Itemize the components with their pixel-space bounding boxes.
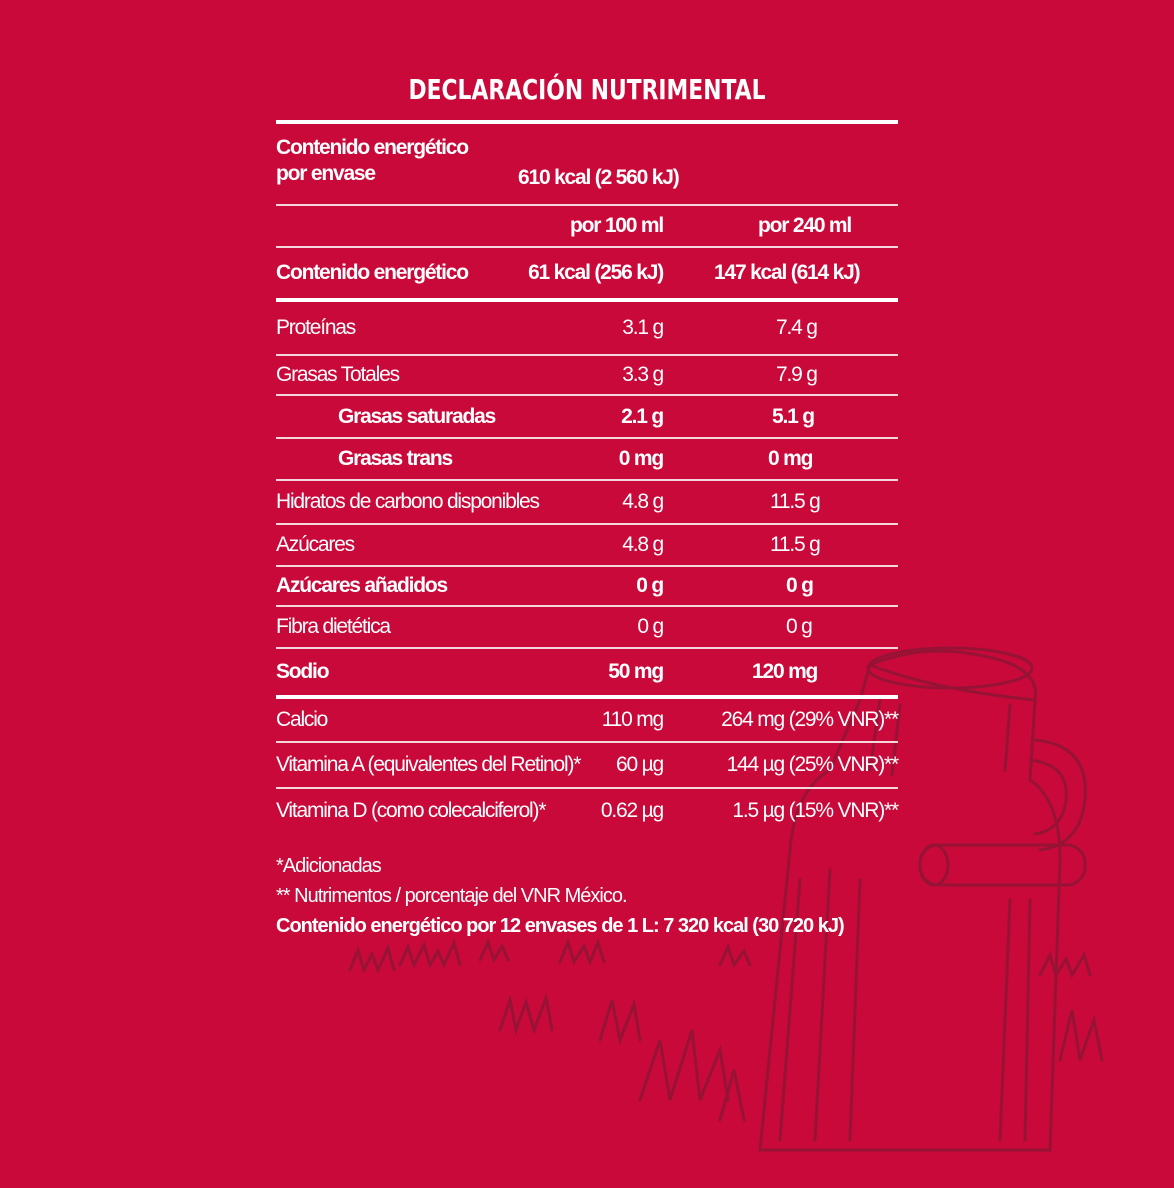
row-per240: 11.5 g bbox=[770, 533, 820, 556]
row-label: Grasas Totales bbox=[276, 363, 399, 386]
row-per100: 4.8 g bbox=[622, 490, 663, 513]
row-label: Fibra dietética bbox=[276, 615, 390, 638]
table-row bbox=[276, 743, 898, 787]
table-row bbox=[276, 607, 898, 647]
row-per100: 3.3 g bbox=[622, 363, 663, 386]
row-per100: 50 mg bbox=[608, 660, 663, 683]
row-per100: 0 g bbox=[636, 574, 663, 597]
table-row bbox=[276, 439, 898, 479]
row-label: Proteínas bbox=[276, 316, 356, 339]
row-per240: 264 mg (29% VNR)** bbox=[721, 708, 898, 731]
table-row bbox=[276, 396, 898, 437]
table-row bbox=[276, 525, 898, 565]
row-per240: 120 mg bbox=[752, 660, 818, 683]
row-per240: 5.1 g bbox=[772, 404, 814, 428]
row-per240: 0 mg bbox=[768, 447, 813, 470]
row-per100: 110 mg bbox=[601, 708, 663, 731]
energy-per-pack bbox=[276, 124, 898, 204]
table-row bbox=[276, 302, 898, 354]
nutrition-facts-panel bbox=[276, 70, 898, 941]
row-per100: 3.1 g bbox=[622, 316, 663, 339]
energy-per-pack-value: 610 kcal (2 560 kJ) bbox=[518, 166, 679, 189]
row-per100: 2.1 g bbox=[621, 404, 663, 428]
row-label: Grasas saturadas bbox=[338, 404, 496, 428]
row-label: Grasas trans bbox=[338, 447, 453, 470]
row-per100: 0 g bbox=[637, 615, 663, 638]
row-per240: 1.5 µg (15% VNR)** bbox=[732, 799, 898, 822]
footnote-total-energy: Contenido energético por 12 envases de 1 L: 7 320 kcal (30 720 kJ) bbox=[276, 915, 844, 937]
row-per100: 0.62 µg bbox=[600, 799, 663, 822]
table-row bbox=[276, 356, 898, 394]
row-label: Sodio bbox=[276, 660, 329, 683]
row-label: Vitamina D (como colecalciferol)* bbox=[276, 799, 546, 822]
row-label: Vitamina A (equivalentes del Retinol)* bbox=[276, 753, 581, 776]
row-per240: 0 g bbox=[786, 615, 812, 638]
row-label: Calcio bbox=[276, 708, 328, 731]
row-per240: 144 µg (25% VNR)** bbox=[726, 753, 898, 776]
row-per100: 0 mg bbox=[618, 447, 663, 470]
energy-row-per240: 147 kcal (614 kJ) bbox=[714, 261, 860, 284]
footnote-added: *Adicionadas bbox=[276, 855, 381, 877]
table-row bbox=[276, 649, 898, 695]
energy-row bbox=[276, 248, 898, 298]
energy-row-label: Contenido energético bbox=[276, 261, 468, 284]
row-label: Hidratos de carbono disponibles bbox=[276, 490, 539, 513]
row-per100: 60 µg bbox=[616, 753, 663, 776]
row-per100: 4.8 g bbox=[622, 533, 663, 556]
table-row bbox=[276, 481, 898, 523]
nutrition-title: DECLARACIÓN NUTRIMENTAL bbox=[408, 73, 766, 106]
column-header-per100: por 100 ml bbox=[569, 214, 663, 237]
row-per240: 0 g bbox=[786, 574, 813, 597]
column-header-per240: por 240 ml bbox=[758, 214, 852, 237]
footnote-nutrients: ** Nutrimentos / porcentaje del VNR México. bbox=[276, 885, 627, 907]
energy-per-pack-label-1: Contenido energético bbox=[276, 136, 468, 159]
row-label: Azúcares añadidos bbox=[276, 574, 447, 597]
row-per240: 11.5 g bbox=[770, 490, 820, 513]
table-row bbox=[276, 699, 898, 741]
energy-per-pack-label-2: por envase bbox=[276, 162, 375, 185]
table-row bbox=[276, 789, 898, 833]
column-headers bbox=[276, 206, 898, 246]
row-label: Azúcares bbox=[276, 533, 354, 556]
row-per240: 7.9 g bbox=[776, 363, 817, 386]
energy-row-per100: 61 kcal (256 kJ) bbox=[528, 261, 663, 284]
row-per240: 7.4 g bbox=[776, 316, 817, 339]
table-row bbox=[276, 567, 898, 605]
footnotes bbox=[276, 851, 898, 941]
